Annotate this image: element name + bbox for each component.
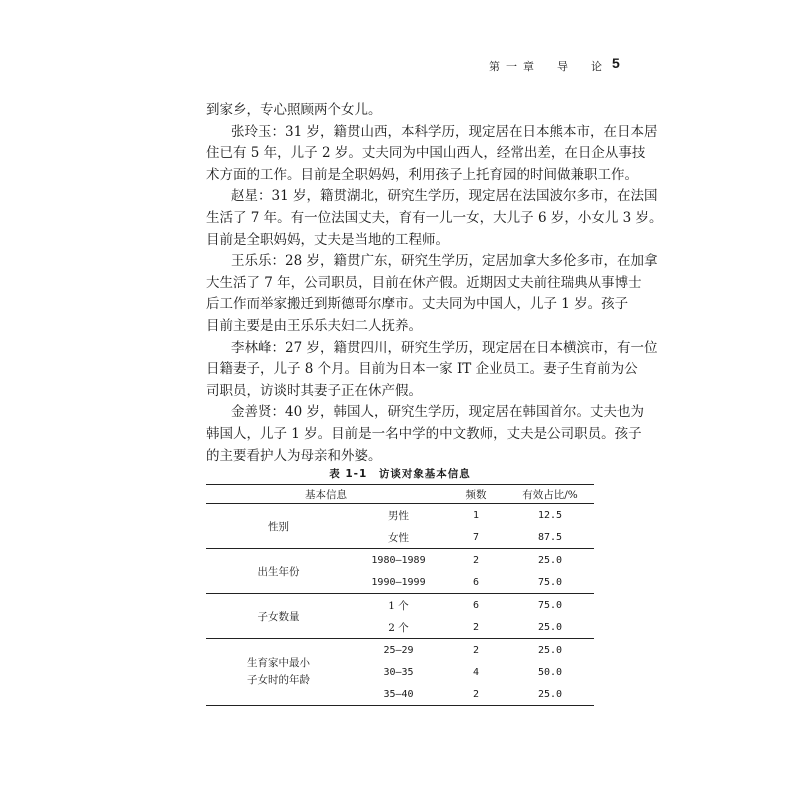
text-line: 李林峰：27 岁，籍贯四川，研究生学历，现定居在日本横滨市，有一位 [231,339,658,356]
sub-label: 1990—1999 [351,571,446,594]
text-line: 目前是全职妈妈，丈夫是当地的工程师。 [206,231,449,248]
freq-value: 2 [446,683,506,706]
running-header: 第一章 导 论 [489,60,608,73]
category-gender: 性别 [206,504,351,549]
freq-value: 2 [472,644,480,656]
sub-label: 25—29 [383,644,414,656]
sub-label: 1 个 [388,599,409,612]
table-header-row [206,485,594,504]
freq-value: 7 [446,526,506,549]
category-line: 子女时的年龄 [247,674,310,686]
text-line: 司职员，访谈时其妻子正在休产假。 [206,382,422,399]
category-children-count: 子女数量 [206,594,351,639]
text-line: 韩国人，儿子 1 岁。目前是一名中学的中文教师，丈夫是公司职员。孩子 [206,425,642,442]
pct-value: 12.5 [537,509,563,521]
table-row [206,594,594,617]
pct-value: 87.5 [506,526,594,549]
sub-label: 1980—1989 [371,554,426,566]
sub-label: 女性 [351,526,446,549]
sub-label: 35—40 [351,683,446,706]
pct-value: 75.0 [506,571,594,594]
header-basic-info: 基本信息 [206,485,446,504]
text-line: 王乐乐：28 岁，籍贯广东，研究生学历，定居加拿大多伦多市，在加拿 [231,253,658,270]
table-row [206,639,594,662]
pct-value: 25.0 [506,616,594,639]
freq-value: 4 [472,666,480,678]
page-number: 5 [612,55,620,71]
text-line: 赵星：31 岁，籍贯湖北，研究生学历，现定居在法国波尔多市，在法国 [231,188,658,205]
header-frequency: 频数 [446,485,506,504]
freq-value: 6 [472,599,480,611]
table-row [206,549,594,572]
text-line: 日籍妻子，儿子 8 个月。目前为日本一家 IT 企业员工。妻子生育前为公 [206,361,638,378]
freq-value: 2 [472,554,480,566]
text-line: 后工作而举家搬迁到斯德哥尔摩市。丈夫同为中国人，儿子 1 岁。孩子 [206,296,629,313]
text-line: 术方面的工作。目前是全职妈妈，利用孩子上托育园的时间做兼职工作。 [206,166,638,183]
category-birth-year: 出生年份 [206,549,351,594]
text-line: 到家乡，专心照顾两个女儿。 [206,102,382,118]
info-table [206,484,594,706]
sub-label: 2 个 [351,616,446,639]
text-line: 的主要看护人为母亲和外婆。 [206,447,382,464]
sub-label: 30—35 [383,666,414,678]
pct-value: 25.0 [537,644,563,656]
freq-value: 2 [446,616,506,639]
table-row [206,504,594,527]
text-line: 大生活了 7 年，公司职员，目前在休产假。近期因丈夫前往瑞典从事博士 [206,274,642,291]
sub-label: 男性 [388,509,409,522]
text-line: 张玲玉：31 岁，籍贯山西，本科学历，现定居在日本熊本市，在日本居 [231,123,658,140]
header-percentage: 有效占比/% [506,485,594,504]
pct-value: 75.0 [537,599,563,611]
text-line: 住已有 5 年，儿子 2 岁。丈夫同为中国山西人，经常出差，在日企从事技 [206,145,646,162]
freq-value: 6 [446,571,506,594]
body-text [206,100,663,467]
pct-value: 50.0 [537,666,563,678]
category-age-youngest-child [206,639,351,706]
text-line: 目前主要是由王乐乐夫妇二人抚养。 [206,317,422,334]
pct-value: 25.0 [537,554,563,566]
pct-value: 25.0 [506,683,594,706]
text-line: 生活了 7 年。有一位法国丈夫，育有一儿一女，大儿子 6 岁，小女儿 3 岁。 [206,209,663,226]
text-line: 金善贤：40 岁，韩国人，研究生学历，现定居在韩国首尔。丈夫也为 [231,404,644,421]
table-caption: 表 1-1 访谈对象基本信息 [329,468,471,480]
freq-value: 1 [472,509,480,521]
category-line: 生育家中最小 [247,657,310,669]
